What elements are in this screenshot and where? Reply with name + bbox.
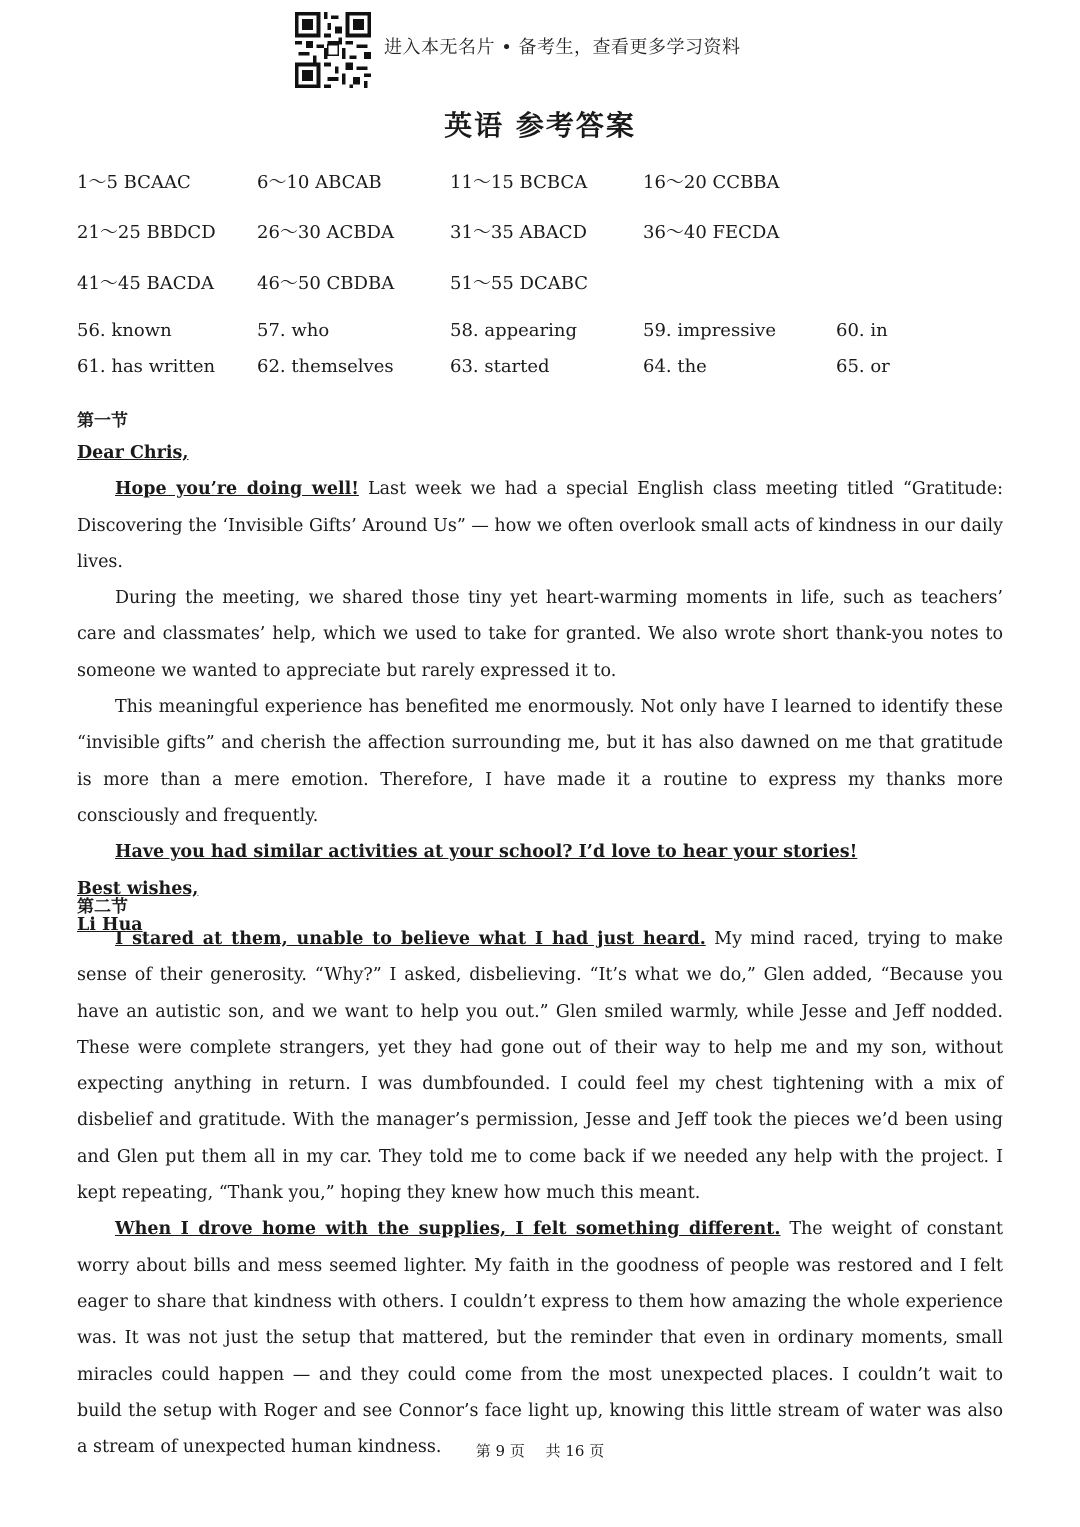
fill-answer: 56. known — [77, 320, 172, 341]
salutation: Dear Chris, — [77, 443, 189, 463]
page-footer — [0, 1440, 1080, 1461]
signature: Li Hua — [77, 914, 143, 935]
answer-group: 26～30 ACBDA — [257, 222, 394, 243]
fill-answer: 63. started — [450, 356, 550, 377]
fill-answer: 62. themselves — [257, 356, 394, 377]
fill-answer: 57. who — [257, 320, 330, 341]
fill-answer: 60. in — [836, 320, 888, 341]
fill-answer: 58. appearing — [450, 320, 577, 341]
fill-answer: 59. impressive — [643, 320, 777, 341]
answer-group: 31～35 ABACD — [450, 222, 587, 243]
continuation — [77, 921, 1003, 1465]
answer-group: 6～10 ABCAB — [257, 172, 382, 193]
paragraph: Have you had similar activities at your school? I’d love to hear your stories! — [115, 842, 858, 863]
qr-code — [293, 12, 373, 88]
answer-group: 21～25 BBDCD — [77, 222, 216, 243]
closing: Best wishes, — [77, 878, 199, 899]
section-heading: 第二节 — [77, 897, 128, 917]
paragraph: Hope you’re doing well! Last week we had a special English class meeting titled “Gratitude: Discovering the ‘Invisible Gifts’ Around Us” — how we often overlook small acts of kindness in our daily lives. — [77, 479, 1003, 572]
letter — [77, 435, 1003, 943]
page-total: 共 16 页 — [545, 1442, 605, 1460]
answer-group: 36～40 FECDA — [643, 222, 780, 243]
paragraph: When I drove home with the supplies, I felt something different. The weight of constant worry about bills and mess seemed lighter. My faith in the goodness of people was restored and I felt eager to share that kindness with others. I couldn’t express to them how amazing the whole experience was. It was not just the setup that mattered, but the reminder that even in ordinary moments, small miracles could happen — and they could come from the most unexpected places. I couldn’t wait to build the setup with Roger and see Connor’s face light up, knowing this little stream of water was also a stream of unexpected human kindness. — [77, 1219, 1004, 1458]
paragraph: During the meeting, we shared those tiny yet heart-warming moments in life, such as teachers’ care and classmates’ help, which we used to take for granted. We also wrote short thank-you notes to someone we wanted to appreciate but rarely expressed it to. — [77, 588, 1003, 681]
answer-group: 46～50 CBDBA — [257, 273, 395, 294]
answer-group: 51～55 DCABC — [450, 273, 589, 294]
answer-group: 16～20 CCBBA — [643, 172, 780, 193]
page-title: 英语 参考答案 — [444, 109, 636, 142]
answer-group: 41～45 BACDA — [77, 273, 214, 294]
promo-text: 进入本无名片 • 备考生，查看更多学习资料 — [384, 37, 741, 58]
fill-answer: 64. the — [643, 356, 707, 377]
page-number: 第 9 页 — [475, 1442, 525, 1460]
section-heading: 第一节 — [77, 411, 128, 431]
answer-group: 11～15 BCBCA — [450, 172, 588, 193]
fill-answer: 61. has written — [77, 356, 216, 377]
answer-group: 1～5 BCAAC — [77, 172, 191, 193]
paragraph: This meaningful experience has benefited me enormously. Not only have I learned to identify these “invisible gifts” and cherish the affection surrounding me, but it has also dawned on me that gratitude is more than a mere emotion. Therefore, I have made it a routine to express my thanks more consciously and frequently. — [77, 697, 1003, 826]
paragraph: I stared at them, unable to believe what I had just heard. My mind raced, trying to make sense of their generosity. “Why?” I asked, disbelieving. “It’s what we do,” Glen added, “Because you have an autistic son, and we want to help you out.” Glen smiled warmly, while Jesse and Jeff nodded. These were complete strangers, yet they had gone out of their way to help me and my son, without expecting anything in return. I was dumbfounded. I could feel my chest tightening with a mix of disbelief and gratitude. With the manager’s permission, Jesse and Jeff took the pieces we’d been using and Glen put them all in my car. They told me to come back if we needed any help with the project. I kept repeating, “Thank you,” hoping they knew how much this meant. — [77, 929, 1003, 1204]
fill-answer: 65. or — [836, 356, 890, 377]
